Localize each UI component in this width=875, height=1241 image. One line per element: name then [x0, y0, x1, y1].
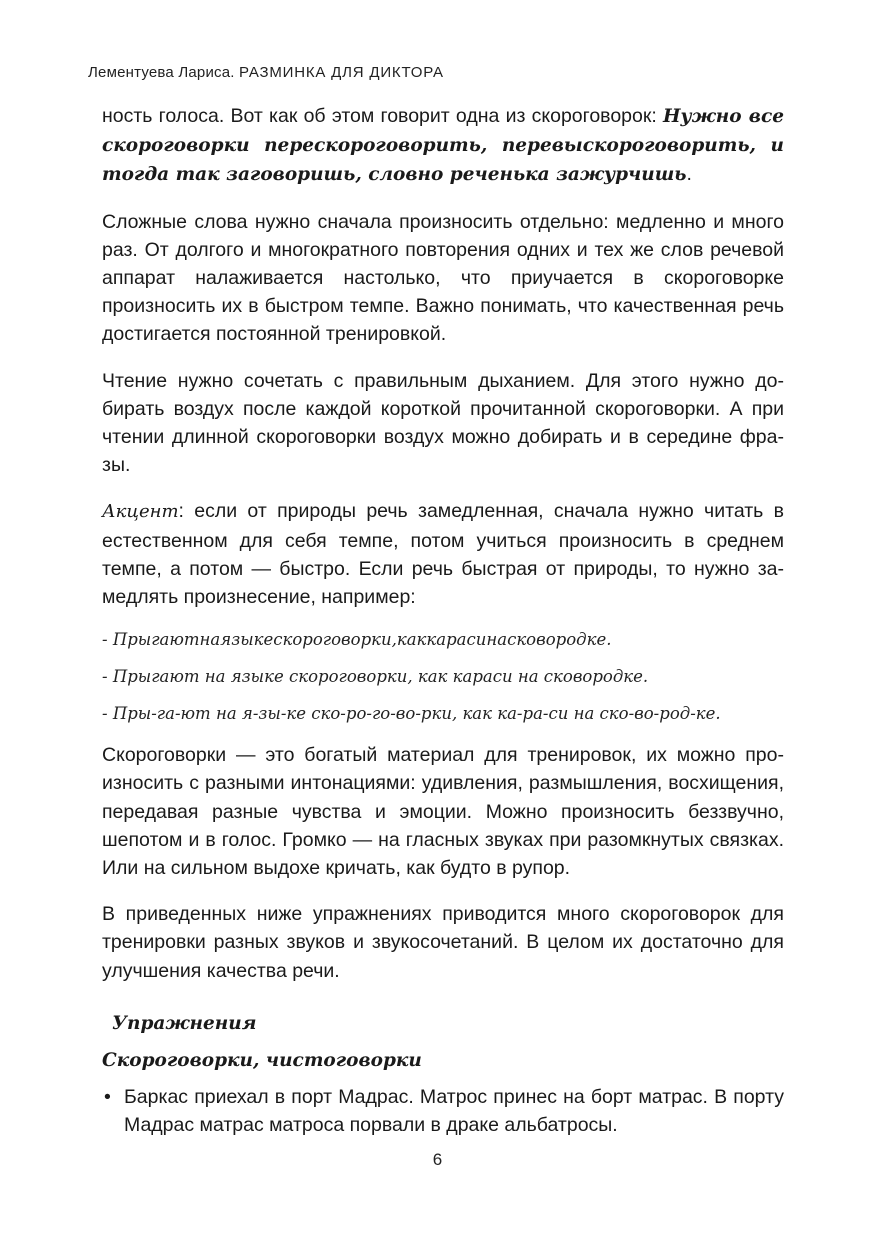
example-line: - Прыгаютнаязыкескороговорки,каккарасинасковородке. [102, 630, 612, 650]
paragraph-4 [102, 497, 784, 611]
list-item-text: Баркас приехал в порт Мадрас. Матрос принес на борт матрас. В порту Мадрас матрас матроса порвали в драке альбатросы. [124, 1085, 784, 1137]
page-number: 6 [432, 1150, 443, 1169]
section-heading-exercises: Упражнения [112, 1012, 257, 1034]
example-list [102, 629, 784, 725]
paragraph-1-text: ность голоса. Вот как об этом говорит одна из скороговорок: [102, 105, 664, 127]
paragraph-2: Сложные слова нужно сначала произносить отдельно: медленно и много раз. От долгого и многократного повторения одних и тех же слов речевой аппарат налаживается настолько, что приучается в скороговорке произносить их в быстром темпе. Важно понимать, что качественная речь достигается постоянной тренировкой. [102, 210, 784, 346]
tongue-twister-list [102, 1083, 784, 1139]
paragraph-6: В приведенных ниже упражнениях приводится много скороговорок для тренировки разных звуков и звукосочетаний. В целом их достаточно для улучшения качества речи. [102, 903, 784, 982]
paragraph-1 [102, 102, 784, 190]
example-line: - Прыгают на языке скороговорки, как караси на сковородке. [102, 667, 649, 687]
tongue-twister-quote: Нужно все скороговорки перескороговорить, перевыскороговорить, и тогда так заговоришь, словно реченька зажурчишь [102, 106, 784, 186]
paragraph-1-end: . [686, 163, 692, 186]
page-body [102, 102, 784, 1139]
running-header [88, 64, 444, 81]
example-line: - Пры-га-ют на я-зы-ке ско-ро-го-во-рки, как ка-ра-си на ско-во-род-ке. [102, 704, 721, 724]
header-title: РАЗМИНКА ДЛЯ ДИКТОРА [239, 64, 444, 81]
bullet-icon: • [104, 1085, 111, 1108]
header-author: Лементуева Лариса. [88, 64, 235, 81]
accent-term: Акцент [102, 501, 179, 523]
paragraph-3: Чтение нужно сочетать с правильным дыханием. Для этого нужно добирать воздух после каждой короткой прочитанной скороговорки. А при чтении длинной скороговорки воздух можно добирать и в середине фразы. [102, 369, 784, 477]
list-item [102, 1083, 784, 1139]
subsection-heading-tongue-twisters: Скороговорки, чистоговорки [102, 1049, 422, 1071]
paragraph-5: Скороговорки — это богатый материал для тренировок, их можно произносить с разными интонациями: удивления, размышления, восхищения, передавая разные чувства и эмоции. Можно произносить беззвучно, шепотом и в голос. Громко — на гласных звуках при разомкнутых связках. Или на сильном выдохе кричать, как будто в рупор. [102, 744, 784, 880]
paragraph-4-text: : если от природы речь замедленная, сначала нужно читать в естественном для себя темпе, потом учиться произносить в среднем темпе, а потом — быстро. Если речь быстрая от природы, то нужно замедлять произнесение, например: [102, 500, 784, 609]
